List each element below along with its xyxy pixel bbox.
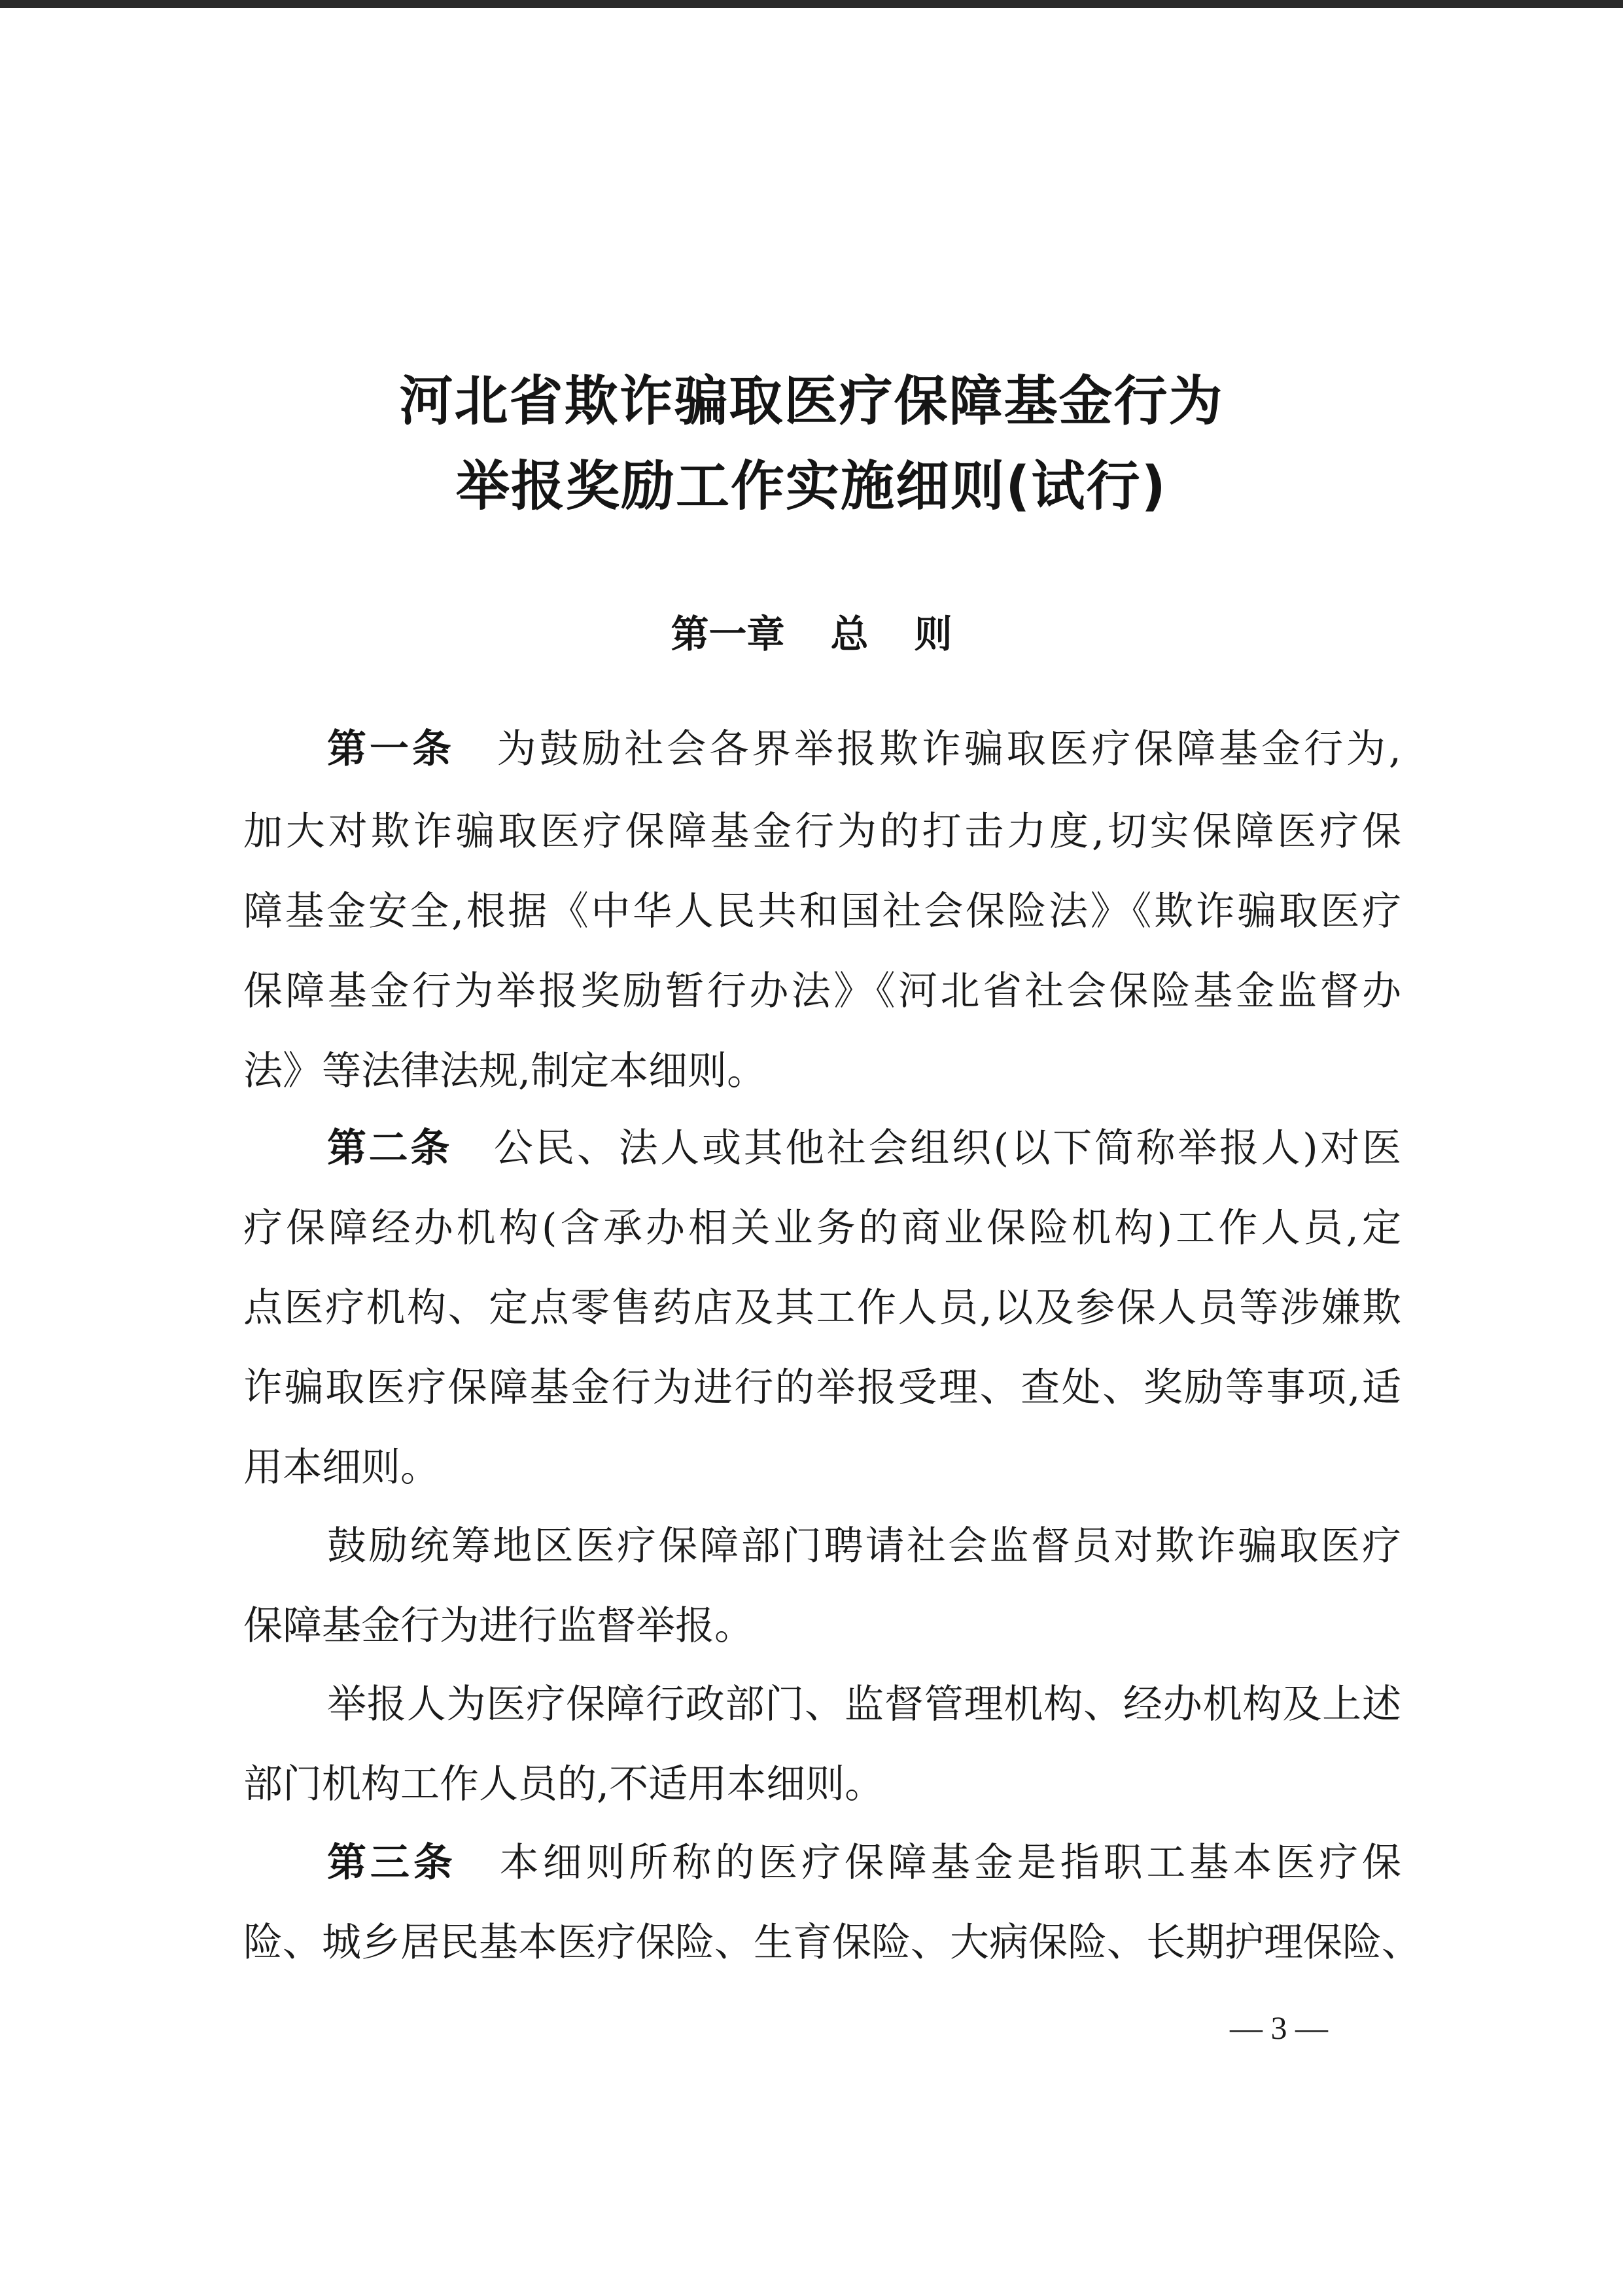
article-1-line-4: 保障基金行为举报奖励暂行办法》《河北省社会保险基金监督办 [243, 968, 1401, 1014]
article-2-line-2: 疗保障经办机构(含承办相关业务的商业保险机构)工作人员,定 [243, 1205, 1401, 1251]
article-1-label: 第一条 [327, 726, 455, 772]
article-2-paragraph-2-line-1: 鼓励统筹地区医疗保障部门聘请社会监督员对欺诈骗取医疗 [327, 1523, 1401, 1569]
article-2-text-1: 公民、法人或其他社会组织(以下简称举报人)对医 [491, 1125, 1401, 1171]
document-title-line-1: 河北省欺诈骗取医疗保障基金行为 [399, 370, 1224, 433]
chapter-heading [0, 603, 1623, 658]
article-3-line-1 [243, 1822, 1401, 1904]
chapter-number: 第一章 [671, 612, 785, 656]
article-1-line-2: 加大对欺诈骗取医疗保障基金行为的打击力度,切实保障医疗保 [243, 809, 1401, 855]
article-2-paragraph-3-line-1: 举报人为医疗保障行政部门、监督管理机构、经办机构及上述 [327, 1682, 1401, 1727]
article-3-text-1: 本细则所称的医疗保障基金是指职工基本医疗保 [495, 1840, 1401, 1886]
article-2-label: 第二条 [327, 1125, 452, 1171]
article-1-line-5: 法》等法律法规,制定本细则。 [243, 1048, 767, 1094]
article-1-line-1 [243, 708, 1401, 790]
scan-top-edge [0, 0, 1623, 8]
article-2-line-3: 点医疗机构、定点零售药店及其工作人员,以及参保人员等涉嫌欺 [243, 1285, 1401, 1331]
chapter-name-part-1: 总 [830, 612, 869, 656]
document-title-line-2: 举报奖励工作实施细则(试行) [456, 455, 1167, 518]
article-2-line-5: 用本细则。 [243, 1445, 440, 1491]
article-3-label: 第三条 [327, 1840, 457, 1886]
article-1-line-3: 障基金安全,根据《中华人民共和国社会保险法》《欺诈骗取医疗 [243, 889, 1401, 934]
chapter-name-part-2: 则 [914, 612, 952, 656]
article-2-line-1 [243, 1107, 1401, 1190]
article-3-line-2: 险、城乡居民基本医疗保险、生育保险、大病保险、长期护理保险、 [243, 1920, 1421, 1966]
article-1-text-1: 为鼓励社会各界举报欺诈骗取医疗保障基金行为, [493, 726, 1402, 772]
page-number: — 3 — [1230, 2009, 1328, 2046]
article-2-paragraph-2-line-2: 保障基金行为进行监督举报。 [243, 1603, 754, 1649]
article-2-line-4: 诈骗取医疗保障基金行为进行的举报受理、查处、奖励等事项,适 [243, 1365, 1401, 1411]
article-2-paragraph-3-line-2: 部门机构工作人员的,不适用本细则。 [243, 1761, 884, 1807]
